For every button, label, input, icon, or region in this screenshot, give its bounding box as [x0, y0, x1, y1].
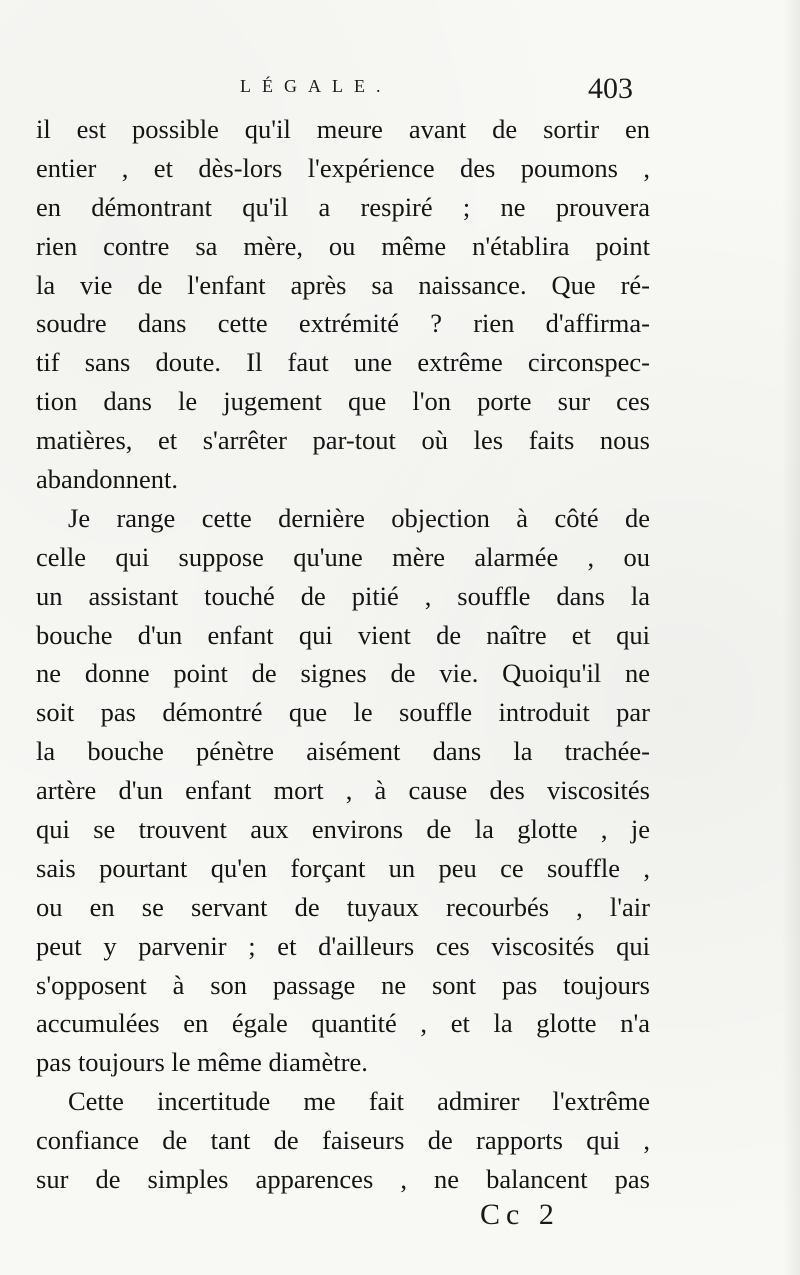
text-line: tif sans doute. Il faut une extrême circonspec- [36, 347, 650, 378]
text-line: soudre dans cette extrémité ? rien d'affirma- [36, 308, 650, 339]
page-edge-shadow [782, 0, 800, 1275]
text-line: rien contre sa mère, ou même n'établira point [36, 230, 650, 261]
text-line: tion dans le jugement que l'on porte sur ces [36, 386, 650, 417]
text-line: confiance de tant de faiseurs de rapports qui , [36, 1125, 650, 1156]
running-head: LÉGALE. [240, 76, 392, 96]
text-line: bouche d'un enfant qui vient de naître et qui [36, 619, 650, 650]
text-line: en démontrant qu'il a respiré ; ne prouvera [36, 191, 650, 222]
text-line: ou en se servant de tuyaux recourbés , l'air [36, 891, 650, 922]
text-line: matières, et s'arrêter par-tout où les faits nous [36, 425, 650, 456]
text-line: abandonnent. [36, 464, 179, 495]
text-line: ne donne point de signes de vie. Quoiqu'il ne [36, 658, 650, 689]
body-text [36, 110, 650, 1199]
text-line: s'opposent à son passage ne sont pas toujours [36, 969, 650, 1000]
page-number: 403 [588, 72, 633, 105]
page-header [0, 72, 800, 112]
text-line: qui se trouvent aux environs de la glotte , je [36, 814, 650, 845]
text-line: pas toujours le même diamètre. [36, 1047, 368, 1078]
text-line: Cette incertitude me fait admirer l'extrême [68, 1086, 650, 1117]
text-line: la vie de l'enfant après sa naissance. Que ré- [36, 269, 650, 300]
text-line: il est possible qu'il meure avant de sortir en [36, 114, 650, 144]
text-line: un assistant touché de pitié , souffle dans la [36, 580, 650, 611]
text-line: la bouche pénètre aisément dans la trachée- [36, 736, 650, 767]
text-line: artère d'un enfant mort , à cause des viscosités [36, 775, 650, 806]
text-line: peut y parvenir ; et d'ailleurs ces viscosités qui [36, 930, 650, 961]
text-line: entier , et dès-lors l'expérience des poumons , [36, 152, 650, 183]
text-line: celle qui suppose qu'une mère alarmée , ou [36, 541, 650, 572]
text-line: Je range cette dernière objection à côté de [68, 502, 650, 533]
text-line: accumulées en égale quantité , et la glotte n'a [36, 1008, 650, 1039]
printer-signature-mark: Cc 2 [480, 1198, 560, 1231]
text-line: sur de simples apparences , ne balancent pas [36, 1164, 650, 1195]
text-line: sais pourtant qu'en forçant un peu ce souffle , [36, 852, 650, 883]
text-line: soit pas démontré que le souffle introduit par [36, 697, 650, 728]
